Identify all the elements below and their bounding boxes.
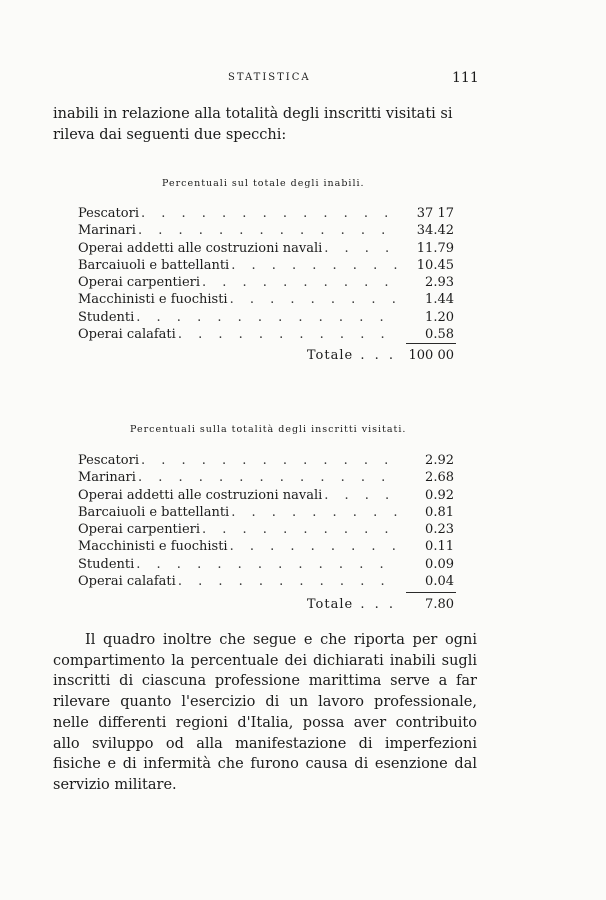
row-label: Macchinisti e fuochisti xyxy=(78,292,228,308)
row-value: 11.79 xyxy=(416,240,454,256)
table-row xyxy=(78,574,454,591)
total-rule xyxy=(406,343,456,344)
row-value: 2.93 xyxy=(425,275,454,291)
row-label: Studenti xyxy=(78,309,135,325)
table-row xyxy=(78,241,454,258)
dot-leader xyxy=(178,327,400,342)
table1-rows xyxy=(78,206,454,344)
table-row xyxy=(78,292,454,309)
row-label: Pescatori xyxy=(78,206,139,221)
row-label: Barcaiuoli e battellanti xyxy=(78,504,230,520)
row-label: Pescatori xyxy=(78,453,139,468)
table-row xyxy=(78,310,454,327)
dot-leader xyxy=(230,539,400,554)
table1-total xyxy=(78,348,454,363)
dot-leader xyxy=(178,574,400,589)
table-row xyxy=(78,275,454,292)
row-label: Operai calafati xyxy=(78,574,176,590)
table-row xyxy=(78,453,454,470)
row-value: 2.68 xyxy=(425,470,454,486)
total-label: Totale . . . xyxy=(307,597,396,612)
table-row xyxy=(78,488,454,505)
page-number: 111 xyxy=(452,70,479,86)
table1-title: Percentuali sul totale degli inabili. xyxy=(162,178,365,189)
row-label: Operai addetti alle costruzioni navali xyxy=(78,487,323,503)
row-value: 34.42 xyxy=(416,223,454,239)
row-label: Marinari xyxy=(78,470,136,486)
running-head: STATISTICA xyxy=(228,72,311,83)
row-label: Marinari xyxy=(78,223,136,239)
row-value: 0.58 xyxy=(425,327,454,343)
row-value: 0.04 xyxy=(425,574,454,590)
table-row xyxy=(78,258,454,275)
table-row xyxy=(78,539,454,556)
dot-leader xyxy=(138,470,400,485)
dot-leader xyxy=(141,206,400,221)
row-label: Operai carpentieri xyxy=(78,275,201,291)
row-label: Operai calafati xyxy=(78,327,176,343)
row-value: 0.11 xyxy=(425,539,454,555)
table2-title: Percentuali sulla totalità degli inscritti visitati. xyxy=(130,424,407,435)
row-label: Operai carpentieri xyxy=(78,522,201,538)
dot-leader xyxy=(230,292,400,307)
total-value: 7.80 xyxy=(425,597,454,612)
total-rule xyxy=(406,592,456,593)
dot-leader xyxy=(141,453,400,468)
table-row xyxy=(78,206,454,223)
row-value: 37 17 xyxy=(416,206,454,221)
dot-leader xyxy=(231,505,400,520)
row-value: 1.44 xyxy=(425,292,454,308)
dot-leader xyxy=(202,275,400,290)
dot-leader xyxy=(202,522,400,537)
table-row xyxy=(78,470,454,487)
row-value: 0.81 xyxy=(425,504,454,520)
row-label: Macchinisti e fuochisti xyxy=(78,539,228,555)
row-value: 2.92 xyxy=(425,453,454,468)
table2-total xyxy=(78,597,454,612)
dot-leader xyxy=(324,241,400,256)
row-value: 0.09 xyxy=(425,556,454,572)
table-row xyxy=(78,327,454,344)
dot-leader xyxy=(138,223,400,238)
total-value: 100 00 xyxy=(408,348,454,363)
table-row xyxy=(78,522,454,539)
row-label: Operai addetti alle costruzioni navali xyxy=(78,240,323,256)
table-row xyxy=(78,223,454,240)
closing-text: Il quadro inoltre che segue e che riporta per ogni compartimento la percentuale dei dichiarati inabili sugli inscritti di ciascuna professione marittima serve a far rilevare quanto l'esercizio di un lavoro professionale, nelle differenti regioni d'Italia, possa aver contribuito allo sviluppo od alla manifestazione di imperfezioni fisiche e di infermità che furono causa di esenzione dal servizio militare. xyxy=(53,632,477,793)
row-label: Studenti xyxy=(78,556,135,572)
intro-paragraph: inabili in relazione alla totalità degli inscritti visitati si rileva dai seguenti due specchi: xyxy=(53,106,453,143)
row-value: 0.92 xyxy=(425,487,454,503)
table-row xyxy=(78,557,454,574)
row-label: Barcaiuoli e battellanti xyxy=(78,257,230,273)
closing-paragraph xyxy=(53,630,477,796)
row-value: 0.23 xyxy=(425,522,454,538)
dot-leader xyxy=(136,310,400,325)
dot-leader xyxy=(136,557,400,572)
dot-leader xyxy=(231,258,400,273)
row-value: 10.45 xyxy=(416,257,454,273)
table-row xyxy=(78,505,454,522)
table2-rows xyxy=(78,453,454,591)
row-value: 1.20 xyxy=(425,309,454,325)
dot-leader xyxy=(324,488,400,503)
total-label: Totale . . . xyxy=(307,348,396,363)
